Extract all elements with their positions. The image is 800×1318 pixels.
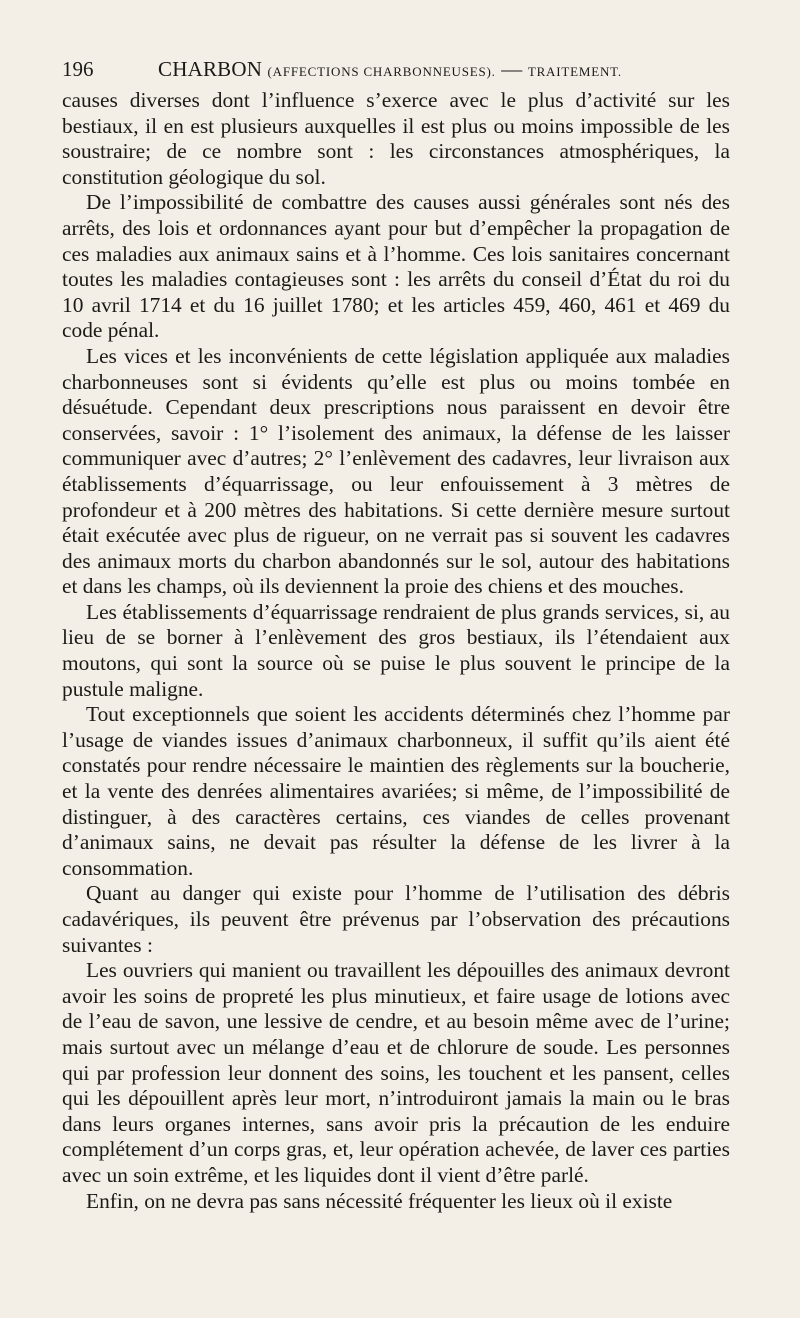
paragraph: Les ouvriers qui manient ou travaillent les dépouilles des animaux devront avoir les soins de propreté les plus minutieux, et faire usage de lotions avec de l’eau de savon, une lessive de cendre, et au besoin même avec de l’urine; mais surtout avec un mélange d’eau et de chlorure de soude. Les personnes qui par profession leur donnent des soins, les touchent et les pansent, celles qui les dépouillent après leur mort, n’introduiront jamais la main ou le bras dans leurs organes internes, sans avoir pris la précaution de les enduire complétement d’un corps gras, et, leur opération achevée, de laver ces parties avec un soin extrême, et les liquides dont il vient d’être parlé. bbox=[62, 958, 730, 1187]
page-number: 196 bbox=[62, 57, 94, 81]
body-text bbox=[62, 88, 730, 1214]
paragraph: causes diverses dont l’influence s’exerce avec le plus d’activité sur les bestiaux, il en est plusieurs auxquelles il est plus ou moins impossible de les soustraire; de ce nombre sont : les circonstances atmosphériques, la constitution géologique du sol. bbox=[62, 88, 730, 189]
title-main: CHARBON bbox=[158, 57, 263, 81]
paragraph: Tout exceptionnels que soient les accidents déterminés chez l’homme par l’usage de viandes issues d’animaux charbonneux, il suffit qu’ils aient été constatés pour rendre nécessaire le maintien des règlements sur la boucherie, et la vente des denrées alimentaires avariées; si même, de l’impossibilité de distinguer, à des caractères certains, ces viandes de celles provenant d’animaux sains, ne devait pas résulter la défense de les livrer à la consommation. bbox=[62, 702, 730, 880]
section-title: TRAITEMENT. bbox=[527, 64, 622, 79]
paragraph: Les vices et les inconvénients de cette législation appliquée aux maladies charbonneuses sont si évidents qu’elle est plus ou moins tombée en désuétude. Cependant deux prescriptions nous paraissent en devoir être conservées, savoir : 1° l’isolement des animaux, la défense de les laisser communiquer avec d’autres; 2° l’enlèvement des cadavres, leur livraison aux établissements d’équarrissage, ou leur enfouissement à 3 mètres de profondeur et à 200 mètres des habitations. Si cette dernière mesure surtout était exécutée avec plus de rigueur, on ne verrait pas si souvent les cadavres des animaux morts du charbon abandonnés sur le sol, autour des habitations et dans les champs, où ils deviennent la proie des chiens et des mouches. bbox=[62, 343, 730, 599]
title-sub: (AFFECTIONS CHARBONNEUSES). bbox=[267, 64, 496, 79]
paragraph: Quant au danger qui existe pour l’homme de l’utilisation des débris cadavériques, ils peuvent être prévenus par l’observation des précautions suivantes : bbox=[62, 881, 730, 957]
running-title bbox=[158, 54, 622, 87]
paragraph: De l’impossibilité de combattre des causes aussi générales sont nés des arrêts, des lois et ordonnances ayant pour but d’empêcher la propagation de ces maladies aux animaux sains et à l’homme. Ces lois sanitaires concernant toutes les maladies contagieuses sont : les arrêts du conseil d’État du roi du 10 avril 1714 et du 16 juillet 1780; et les articles 459, 460, 461 et 469 du code pénal. bbox=[62, 190, 730, 343]
paragraph: Enfin, on ne devra pas sans nécessité fréquenter les lieux où il existe bbox=[86, 1188, 673, 1213]
paragraph: Les établissements d’équarrissage rendraient de plus grands services, si, au lieu de se borner à l’enlèvement des gros bestiaux, ils l’étendaient aux moutons, qui sont la source où se puise le plus souvent le principe de la pustule maligne. bbox=[62, 599, 730, 701]
header-separator: — bbox=[501, 57, 523, 81]
running-header bbox=[62, 54, 730, 84]
